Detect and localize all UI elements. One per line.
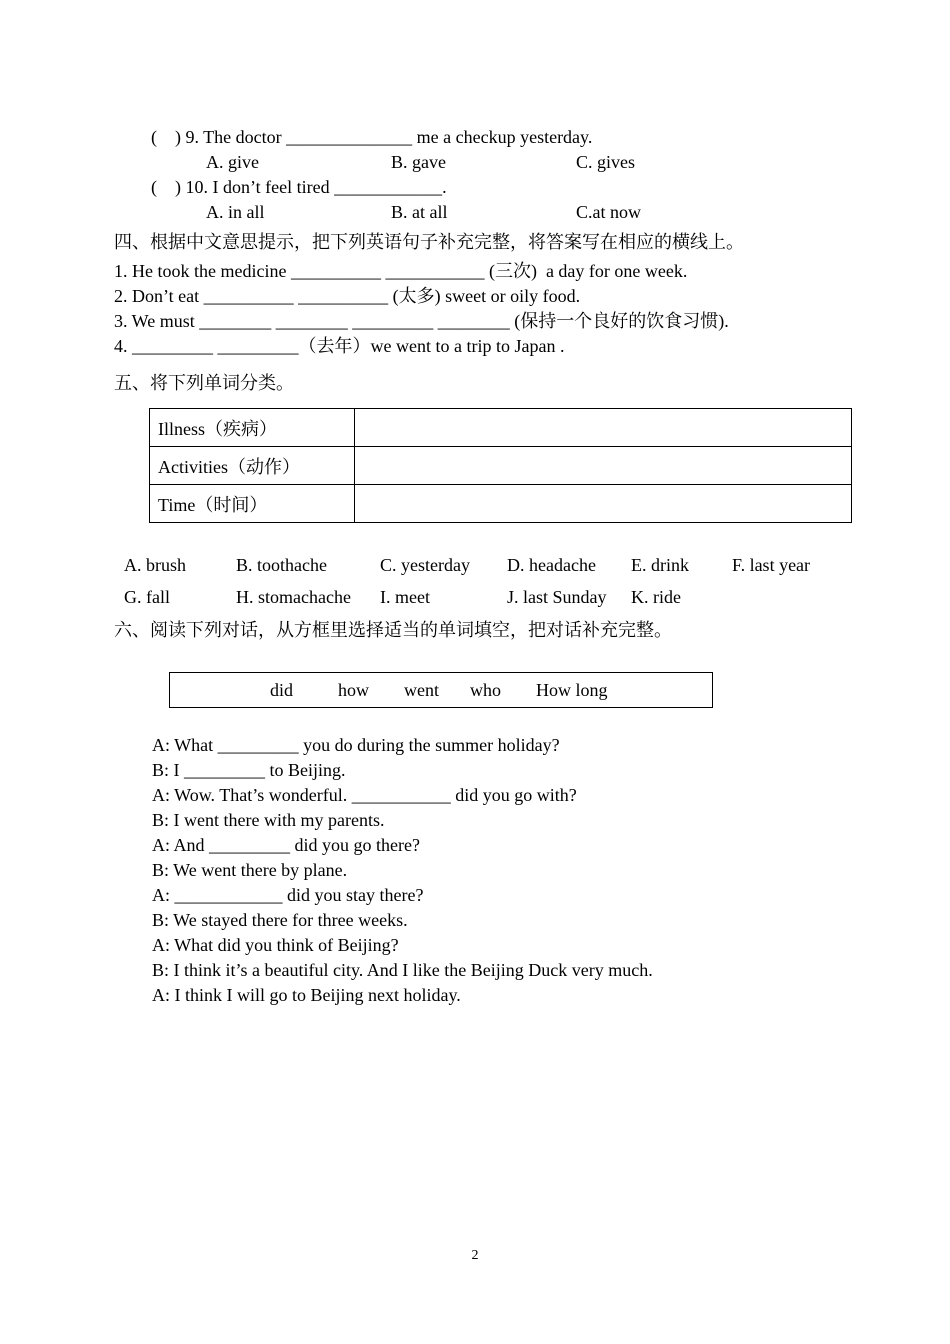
table-row xyxy=(150,409,852,447)
word-option: C. yesterday xyxy=(380,555,470,575)
dialogue-line: A: ____________ did you stay there? xyxy=(152,885,424,905)
dialogue-line: B: I _________ to Beijing. xyxy=(152,760,346,780)
section-6-title: 六、阅读下列对话，从方框里选择适当的单词填空，把对话补充完整。 xyxy=(114,620,672,640)
question-10-option-a: A. in all xyxy=(206,202,265,222)
page-number: 2 xyxy=(471,1248,479,1263)
word-option: B. toothache xyxy=(236,555,327,575)
word-option: K. ride xyxy=(631,587,681,607)
dialogue-line: B: We stayed there for three weeks. xyxy=(152,910,408,930)
question-9-option-c: C. gives xyxy=(576,152,636,172)
section-4-item-2: 2. Don’t eat __________ __________ (太多) sweet or oily food. xyxy=(114,286,581,306)
table-row xyxy=(150,485,852,523)
word-option: H. stomachache xyxy=(236,587,351,607)
word-option: D. headache xyxy=(507,555,596,575)
word-option: G. fall xyxy=(124,587,170,607)
word-option: F. last year xyxy=(732,555,811,575)
question-10-stem: ( ) 10. I don’t feel tired ____________. xyxy=(151,177,447,197)
row-label-illness: Illness（疾病） xyxy=(150,409,355,447)
word-option: J. last Sunday xyxy=(507,587,607,607)
word-bank-item: went xyxy=(404,680,439,700)
section-4-title: 四、根据中文意思提示，把下列英语句子补充完整，将答案写在相应的横线上。 xyxy=(114,232,744,252)
word-bank-item: how xyxy=(338,680,369,700)
question-10-option-b: B. at all xyxy=(391,202,448,222)
section-4-item-3: 3. We must ________ ________ _________ ________ (保持一个良好的饮食习惯). xyxy=(114,311,729,331)
dialogue-line: A: Wow. That’s wonderful. ___________ did you go with? xyxy=(152,785,577,805)
word-bank-item: did xyxy=(270,680,294,700)
answer-cell-activities[interactable] xyxy=(355,447,852,485)
dialogue-line: B: We went there by plane. xyxy=(152,860,348,880)
word-bank-item: who xyxy=(470,680,501,700)
row-label-activities: Activities（动作） xyxy=(150,447,355,485)
section-5-title: 五、将下列单词分类。 xyxy=(114,373,294,393)
word-bank-item: How long xyxy=(536,680,608,700)
dialogue-line: B: I went there with my parents. xyxy=(152,810,385,830)
row-label-time: Time（时间） xyxy=(150,485,355,523)
dialogue-line: A: What did you think of Beijing? xyxy=(152,935,399,955)
word-bank-box xyxy=(169,672,713,708)
dialogue-line: B: I think it’s a beautiful city. And I like the Beijing Duck very much. xyxy=(152,960,653,980)
question-9-option-a: A. give xyxy=(206,152,259,172)
answer-cell-time[interactable] xyxy=(355,485,852,523)
word-option: A. brush xyxy=(124,555,186,575)
dialogue-line: A: And _________ did you go there? xyxy=(152,835,420,855)
question-9-stem: ( ) 9. The doctor ______________ me a checkup yesterday. xyxy=(151,127,593,147)
dialogue-line: A: What _________ you do during the summer holiday? xyxy=(152,735,560,755)
word-option: I. meet xyxy=(380,587,430,607)
word-option: E. drink xyxy=(631,555,689,575)
question-9-option-b: B. gave xyxy=(391,152,446,172)
question-10-option-c: C.at now xyxy=(576,202,641,222)
dialogue-line: A: I think I will go to Beijing next holiday. xyxy=(152,985,461,1005)
answer-cell-illness[interactable] xyxy=(355,409,852,447)
classification-table xyxy=(149,408,852,523)
section-4-item-4: 4. _________ _________（去年）we went to a trip to Japan . xyxy=(114,336,565,356)
table-row xyxy=(150,447,852,485)
section-4-item-1: 1. He took the medicine __________ ___________ (三次) a day for one week. xyxy=(114,261,688,281)
